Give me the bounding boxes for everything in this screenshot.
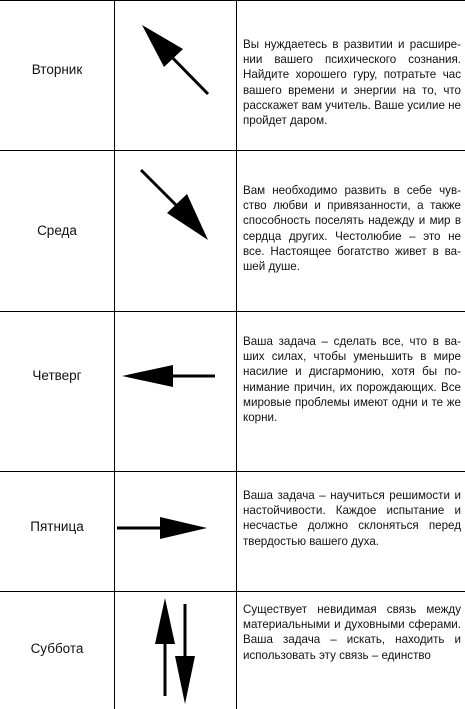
description-thursday: Ваша задача – сделать все, что в ваших силах, чтобы уменьшить в мире насилие и дисгармонию, хотя бы понимание причин, их порождающих. Все мировые проблемы имеют одни и те же корни. bbox=[243, 335, 461, 425]
arrow-left-icon bbox=[115, 312, 237, 471]
description-tuesday: Вы нуждаетесь в развитии и расширении вашего психического сознания. Найдите хорошего гуру, потратьте час вашего времени и энергии на то, что расскажет вам учитель. Ваше усилие не пройдет даром. bbox=[243, 38, 461, 128]
day-label-wednesday: Среда bbox=[37, 223, 77, 238]
day-label-tuesday: Вторник bbox=[31, 62, 83, 77]
description-friday: Ваша задача – научиться решимости и настойчивости. Каждое испытание и несчастье должно склоняться перед твердостью вашего духа. bbox=[243, 489, 461, 548]
day-label-saturday: Суббота bbox=[30, 641, 84, 656]
day-label-friday: Пятница bbox=[30, 519, 84, 534]
arrow-up-left-icon bbox=[115, 1, 237, 150]
day-label-thursday: Четверг bbox=[32, 368, 82, 383]
arrow-down-right-icon bbox=[115, 151, 237, 311]
arrows-up-down-icon bbox=[115, 592, 237, 709]
description-saturday: Существует невидимая связь между материальными и духовными сферами. Ваша задача – искать, находить и использовать эту связь – единство bbox=[243, 603, 461, 662]
arrow-right-icon bbox=[115, 472, 237, 591]
description-wednesday: Вам необходимо развить в себе чувство любви и привязанности, а также способность поселять надежду и мир в сердца других. Честолюбие – это не все. Настоящее богатство живет в вашей душе. bbox=[243, 184, 461, 274]
